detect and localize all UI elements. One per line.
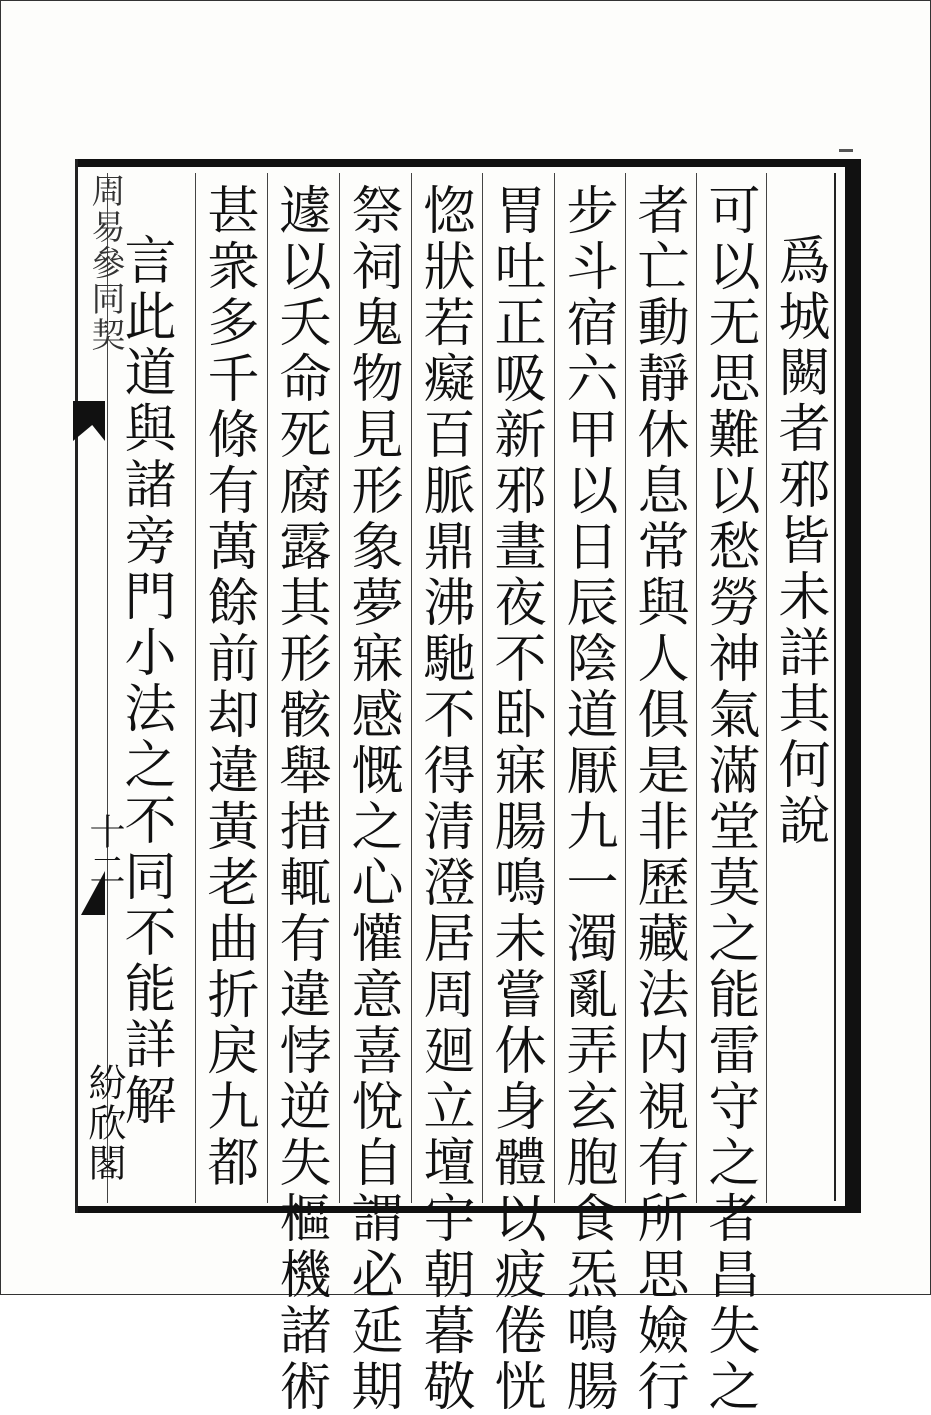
text-column-7: 祭祠鬼物見形象夢寐感慨之心懽意喜悅自謂必延期 [342, 183, 402, 1415]
text-column-3: 者亡動靜休息常與人俱是非歷藏法内視有所思嬐行 [628, 183, 688, 1415]
frame-right-border [845, 159, 861, 1213]
text-column-10: 言此道與諸旁門小法之不同不能詳解 [115, 233, 175, 1129]
text-column-9: 甚衆多千條有萬餘前却違黃老曲折戾九都 [198, 183, 258, 1191]
column-rule [411, 173, 412, 1203]
column-rule [696, 173, 697, 1203]
margin-page-number: 十二 [84, 813, 125, 889]
text-column-8: 遽以夭命死腐露其形骸舉措輒有違悖逆失樞機諸術 [270, 183, 330, 1415]
text-column-2: 可以无思難以愁勞神氣滿堂莫之能雷守之者昌失之 [699, 183, 759, 1415]
text-column-6: 惚狀若癡百脈鼎沸馳不得清澄居周廻立壇宇朝暮敬 [414, 183, 474, 1415]
frame-left-border [75, 159, 78, 1213]
column-rule [482, 173, 483, 1203]
frame-top-border [75, 159, 861, 167]
column-rule [625, 173, 626, 1203]
fishtail-top-mark [73, 401, 105, 441]
text-column-5: 胃吐正吸新邪晝夜不卧寐腸鳴未嘗休身體以疲倦恍 [485, 183, 545, 1415]
column-rule [195, 173, 196, 1203]
text-column-4: 步斗宿六甲以日辰陰道厭九一濁亂弄玄胞食炁鳴腸 [557, 183, 617, 1415]
column-rule [267, 173, 268, 1203]
margin-book-title: 周易參同契 [85, 173, 125, 353]
text-column-1: 爲城闕者邪皆未詳其何說 [769, 233, 829, 849]
frame-right-inner-rule [834, 173, 836, 1201]
margin-publisher: 紛欣閣 [82, 1063, 126, 1183]
column-rule [766, 173, 767, 1203]
corner-mark [839, 149, 853, 152]
column-rule [339, 173, 340, 1203]
column-rule [554, 173, 555, 1203]
